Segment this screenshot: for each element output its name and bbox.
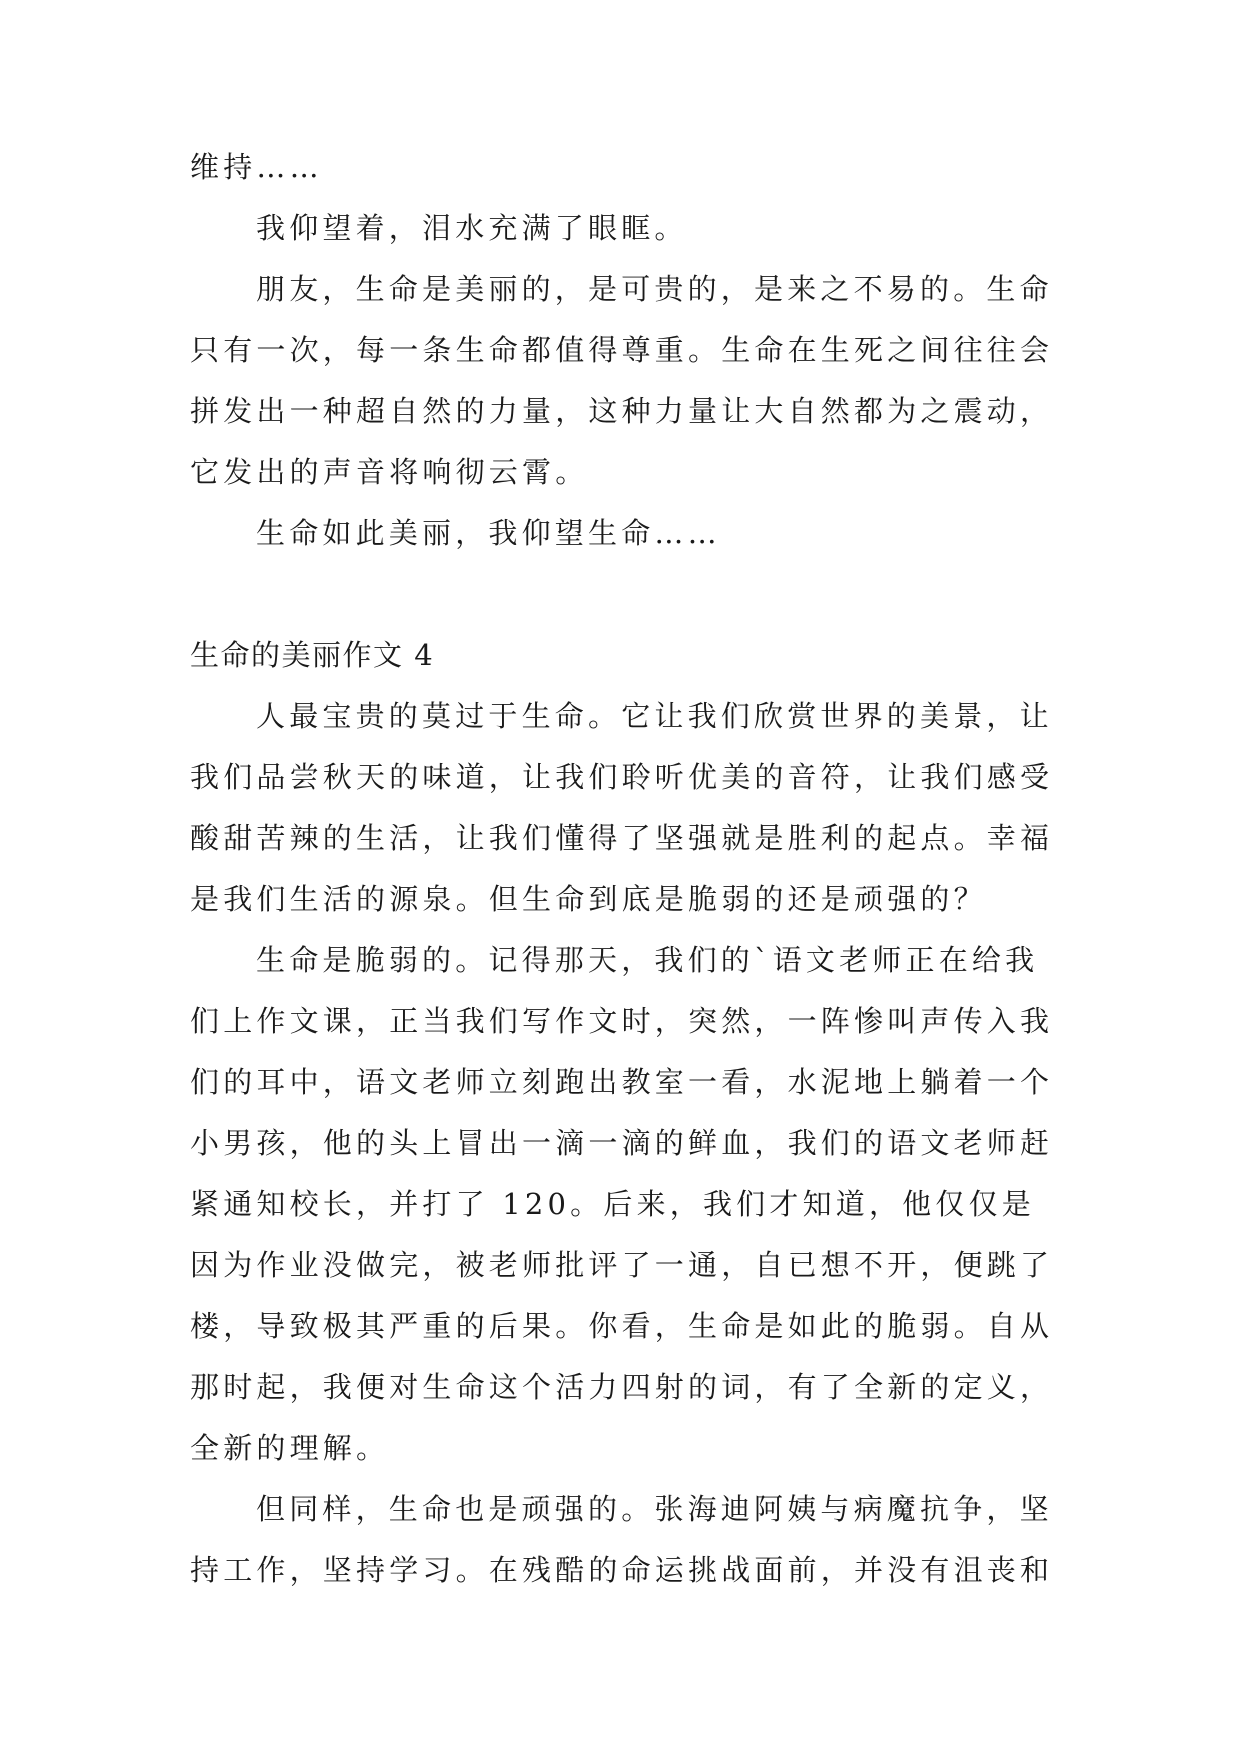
section-spacer xyxy=(190,564,1060,625)
paragraph-continuation: 维持…… xyxy=(190,150,323,184)
paragraph: 朋友，生命是美丽的，是可贵的，是来之不易的。生命只有一次，每一条生命都值得尊重。生命在生死之间往往会拼发出一种超自然的力量，这种力量让大自然都为之震动，它发出的声音将响彻云霄。 xyxy=(190,272,1054,489)
paragraph: 人最宝贵的莫过于生命。它让我们欣赏世界的美景，让我们品尝秋天的味道，让我们聆听优美的音符，让我们感受酸甜苦辣的生活，让我们懂得了坚强就是胜利的起点。幸福是我们生活的源泉。但生命到底是脆弱的还是顽强的？ xyxy=(190,699,1054,916)
document-body xyxy=(190,137,1060,1601)
section-heading: 生命的美丽作文 4 xyxy=(190,638,435,672)
paragraph: 生命如此美丽，我仰望生命…… xyxy=(256,516,721,550)
paragraph: 生命是脆弱的。记得那天，我们的`语文老师正在给我们上作文课，正当我们写作文时，突然，一阵惨叫声传入我们的耳中，语文老师立刻跑出教室一看，水泥地上躺着一个小男孩，他的头上冒出一滴一滴的鲜血，我们的语文老师赶紧通知校长，并打了 120。后来，我们才知道，他仅仅是因为作业没做完，被老师批评了一通，自已想不开，便跳了楼，导致极其严重的后果。你看，生命是如此的脆弱。自从那时起，我便对生命这个活力四射的词，有了全新的定义，全新的理解。 xyxy=(190,943,1054,1465)
paragraph: 但同样，生命也是顽强的。张海迪阿姨与病魔抗争，坚持工作，坚持学习。在残酷的命运挑战面前，并没有沮丧和 xyxy=(190,1492,1054,1587)
paragraph: 我仰望着，泪水充满了眼眶。 xyxy=(256,211,688,245)
